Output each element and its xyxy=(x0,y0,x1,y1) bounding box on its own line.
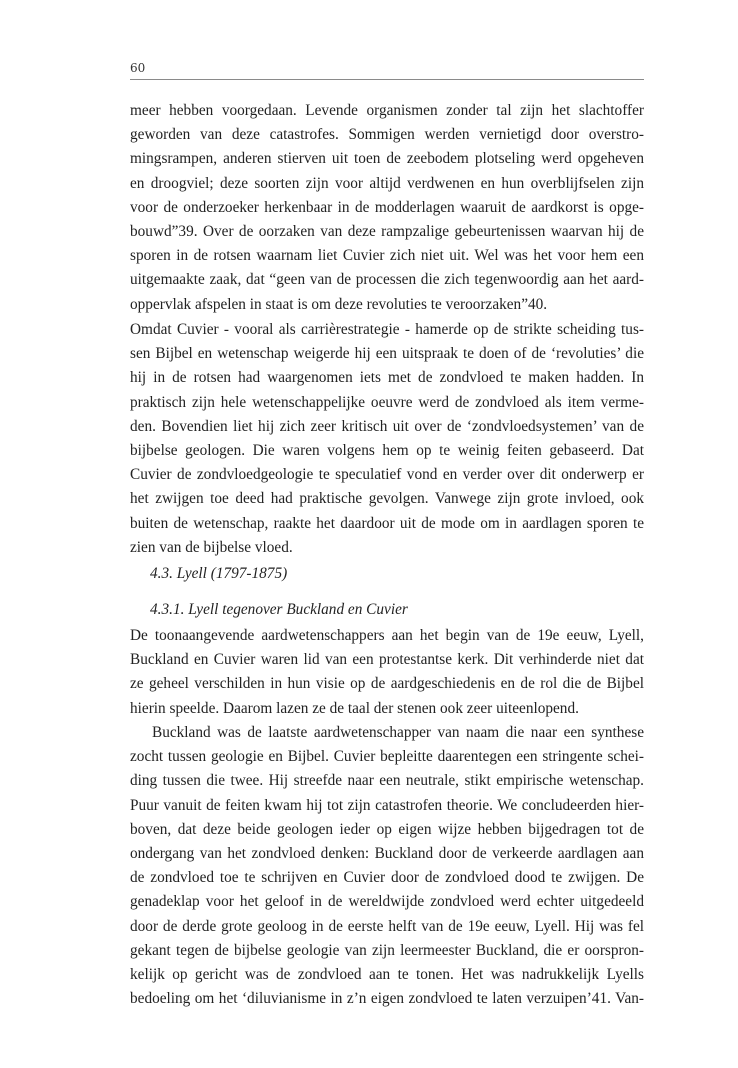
text-line: bedoeling om het ‘diluvianisme in z’n eigen zondvloed te laten verzuipen’41. Van- xyxy=(130,990,644,1008)
text-line: oppervlak afspelen in staat is om deze revoluties te veroorzaken”40. xyxy=(130,295,548,313)
text-line: boven, dat deze beide geologen ieder op eigen wijze hebben bijgedragen tot de xyxy=(130,820,644,838)
text-line: het zwijgen toe deed had praktische gevolgen. Vanwege zijn grote invloed, ook xyxy=(130,490,644,508)
text-line: de zondvloed toe te schrijven en Cuvier door de zondvloed dood te zwijgen. De xyxy=(130,869,644,887)
text-line: mingsrampen, anderen stierven uit toen de zeebodem plotseling werd opgeheven xyxy=(130,150,644,168)
subsection-heading: 4.3.1. Lyell tegenover Buckland en Cuvier xyxy=(150,601,408,618)
text-line: sporen in de rotsen waarnam liet Cuvier zich niet uit. Wel was het voor hem een xyxy=(130,247,644,265)
text-line: Cuvier de zondvloedgeologie te speculatief vond en verder over dit onderwerp er xyxy=(130,466,644,484)
paragraph-3 xyxy=(130,624,644,721)
text-line: en droogviel; deze soorten zijn voor altijd verdwenen en hun overblijfselen zijn xyxy=(130,174,644,192)
text-line: sen Bijbel en wetenschap weigerde hij een uitspraak te doen of de ‘revoluties’ die xyxy=(130,345,644,363)
text-line: ding tussen die twee. Hij streefde naar een neutrale, stikt empirische wetenschap. xyxy=(130,772,644,790)
text-line: gekant tegen de bijbelse geologie van zijn leermeester Buckland, die er oorspron- xyxy=(130,941,644,959)
text-line: Buckland en Cuvier waren lid van een protestantse kerk. Dit verhinderde niet dat xyxy=(130,651,644,669)
text-line: voor de onderzoeker herkenbaar in de modderlagen waaruit de aardkorst is opge- xyxy=(130,198,644,216)
section-heading: 4.3. Lyell (1797-1875) xyxy=(150,565,288,582)
paragraph-2 xyxy=(130,318,644,560)
text-line: den. Bovendien liet hij zich zeer kritisch uit over de ‘zondvloedsystemen’ van de xyxy=(130,417,644,435)
text-line: hierin speelde. Daarom lazen ze de taal der stenen ook zeer uiteenlopend. xyxy=(130,699,579,717)
text-line: zocht tussen geologie en Bijbel. Cuvier bepleitte daarentegen een stringente schei- xyxy=(130,748,644,766)
header-rule xyxy=(130,79,644,80)
text-line: genadeklap voor het geloof in de wereldwijde zondvloed werd echter uitgedeeld xyxy=(130,893,644,911)
text-line: zien van de bijbelse vloed. xyxy=(130,538,293,556)
text-line: bijbelse geologen. Die waren volgens hem op te weinig feiten gebaseerd. Dat xyxy=(130,441,644,459)
text-line: uitgemaakte zaak, dat “geen van de processen die zich tegenwoordig aan het aard- xyxy=(130,271,644,289)
paragraph-4 xyxy=(130,721,644,1011)
text-line: De toonaangevende aardwetenschappers aan het begin van de 19e eeuw, Lyell, xyxy=(130,627,644,644)
text-line: buiten de wetenschap, raakte het daardoor uit de mode om in aardlagen sporen te xyxy=(130,514,644,532)
text-line: Puur vanuit de feiten kwam hij tot zijn catastrofen theorie. We concludeerden hier- xyxy=(130,796,644,814)
text-line: kelijk op gericht was de zondvloed aan te tonen. Het was nadrukkelijk Lyells xyxy=(130,965,644,983)
text-line: ze geheel verschilden in hun visie op de aardgeschiedenis en de rol die de Bijbel xyxy=(130,675,644,693)
text-line: ondergang van het zondvloed denken: Buckland door de verkeerde aardlagen aan xyxy=(130,844,644,862)
text-line: geworden van deze catastrofes. Sommigen werden vernietigd door overstro- xyxy=(130,126,644,144)
text-line: Omdat Cuvier - vooral als carrièrestrategie - hamerde op de strikte scheiding tus- xyxy=(130,321,644,338)
page-number: 60 xyxy=(130,61,146,75)
paragraph-1 xyxy=(130,99,644,317)
text-line: bouwd”39. Over de oorzaken van deze rampzalige gebeurtenissen waarvan hij de xyxy=(130,222,644,240)
text-line: door de derde grote geoloog in de eerste helft van de 19e eeuw, Lyell. Hij was fel xyxy=(130,917,644,935)
text-line: Buckland was de laatste aardwetenschapper van naam die naar een synthese xyxy=(152,724,644,741)
text-line: meer hebben voorgedaan. Levende organismen zonder tal zijn het slachtoffer xyxy=(130,102,644,119)
text-line: hij in de rotsen had waargenomen iets met de zondvloed te maken hadden. In xyxy=(130,369,644,387)
text-line: praktisch zijn hele wetenschappelijke oeuvre werd de zondvloed als item verme- xyxy=(130,393,644,411)
